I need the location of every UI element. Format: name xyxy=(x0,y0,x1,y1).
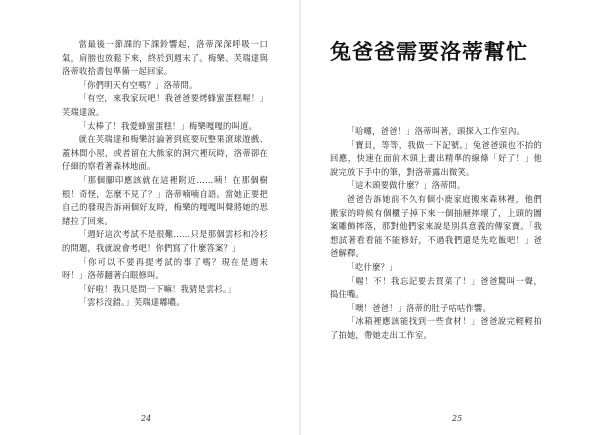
paragraph: 「那個腳印應該就在這裡附近……咦！在那個樹根！奇怪，怎麼不見了？」洛蒂喃喃自語。當她正要把自己的發現告訴兩個好友時，梅樂的嘎嘎叫聲將她的思緒拉了回來。 xyxy=(62,174,268,226)
right-page-text xyxy=(330,125,542,343)
book-gutter xyxy=(299,0,301,435)
paragraph: 「你可以不要再提考試的事了嗎？現在是週末呀！」洛蒂翻著白眼修叫。 xyxy=(62,256,268,281)
paragraph: 當最後一節課的下課鈴響起，洛蒂深深呼吸一口氣，肩膀也放鬆下來，終於到週末了。梅樂、芙瑞達與洛蒂收拾書包準備一起回家。 xyxy=(62,39,268,77)
paragraph: 「噢！爸爸！」洛蒂的肚子咕咕作響。 xyxy=(346,302,492,313)
paragraph: 爸爸告訴她前不久有個小鹿家庭搬來森林裡，他們搬家的時候有個櫃子掉下來一個抽屜摔壞了，上頭的圖案雕飾摔落，那對他們家來說是別具意義的傳家寶。「我想試著看看能不能修好，不過我們還是先吃飯吧！」爸爸解釋。 xyxy=(330,193,542,259)
paragraph: 「好啦！我只是問一下嘛！我猜是雲杉。」 xyxy=(78,283,236,294)
paragraph: 「這木頭要做什麼？」洛蒂問。 xyxy=(346,180,466,191)
paragraph: 就在芙瑞達和梅樂討論著到底要玩整果滾球遊戲、蓋林間小屋，或者留在大熊家的洞穴裡玩時，洛蒂卻在仔細的察看著森林地面。 xyxy=(62,134,268,172)
paragraph: 「哈囉，爸爸！」洛蒂叫著，頭探入工作室內。 xyxy=(346,126,526,136)
left-page-text xyxy=(62,38,268,310)
paragraph: 「太棒了！我愛蜂蜜蛋糕！」梅樂嘎嘎的叫道。 xyxy=(78,120,258,131)
paragraph: 「你們明天有空嗎？」洛蒂問。 xyxy=(78,79,198,90)
paragraph: 「雲杉沒錯。」芙瑞達嘟噥。 xyxy=(78,297,185,308)
paragraph: 「喔！不！我忘記要去買菜了！」爸爸驚叫一聲，捣住嘴。 xyxy=(330,275,542,300)
paragraph: 「吃什麼？」 xyxy=(346,261,398,272)
paragraph: 「冰箱裡應該能找到一些食材！」爸爸說完輕輕拍了拍她，帶她走出工作室。 xyxy=(330,316,542,340)
page-number-left: 24 xyxy=(141,414,152,423)
page-number-right: 25 xyxy=(452,414,463,423)
paragraph: 「有空，來我家玩吧！我爸爸要烤蜂蜜蛋糕喔！」芙瑞達說。 xyxy=(62,93,268,117)
chapter-title: 兔爸爸需要洛蒂幫忙 xyxy=(330,40,528,64)
paragraph: 「週好這次考試不是很難……只是那個雲杉和冷杉的問題，我就說會考吧！你們寫了什麼答案？」 xyxy=(62,229,268,253)
paragraph: 「寶貝，等等，我做一下記號。」兔爸爸頭也不抬的回應，快速在面前木頭上畫出精準的線條「好了！」他說完放下手中的筆，對洛蒂露出微笑。 xyxy=(330,139,542,177)
